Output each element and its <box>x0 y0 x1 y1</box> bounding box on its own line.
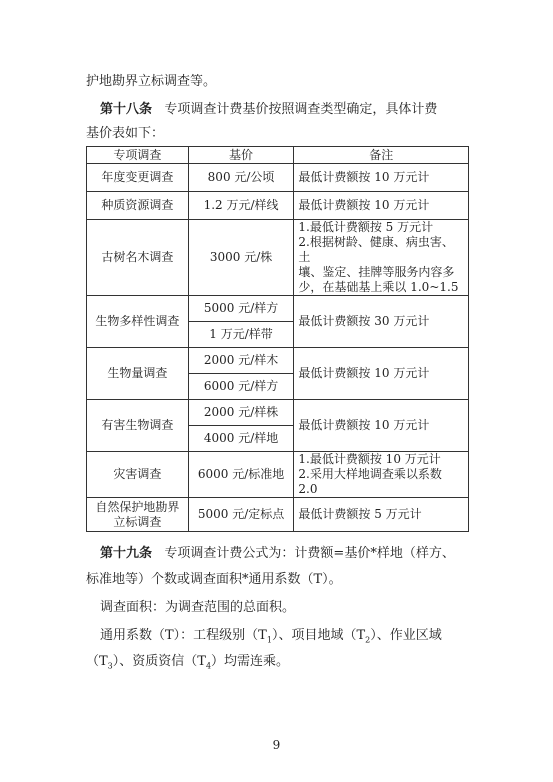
subscript: 3 <box>107 661 113 671</box>
subscript: 1 <box>266 635 272 645</box>
price-cell: 6000 元/样方 <box>188 374 294 400</box>
coef-text: ）均需连乘。 <box>211 654 290 669</box>
remark-cell: 最低计费额按 30 万元计 <box>294 296 469 348</box>
paragraph-continuation: 护地勘界立标调查等。 <box>86 74 217 89</box>
survey-type-cell: 生物多样性调查 <box>87 296 189 348</box>
survey-area-definition: 调查面积：为调查范围的总面积。 <box>100 600 296 615</box>
table-row <box>87 452 469 498</box>
page-number: 9 <box>272 738 281 752</box>
survey-type-cell <box>87 498 189 532</box>
price-cell: 3000 元/株 <box>188 220 294 296</box>
remark-line: 2.采用大样地调查乘以系数 2.0 <box>298 467 442 496</box>
table-row <box>87 192 469 220</box>
survey-type-cell: 生物量调查 <box>87 348 189 400</box>
price-cell: 5000 元/定标点 <box>188 498 294 532</box>
header-survey-type: 专项调查 <box>87 147 189 164</box>
coefficient-line-2 <box>86 652 289 677</box>
coef-text: ）、资质资信（T <box>112 654 206 669</box>
remark-cell: 最低计费额按 10 万元计 <box>294 348 469 400</box>
remark-line: 1.最低计费额按 5 万元计 <box>298 220 434 234</box>
article-19-text: 专项调查计费公式为：计费额=基价*样地（样方、 <box>164 546 455 561</box>
remark-cell: 最低计费额按 10 万元计 <box>294 164 469 192</box>
coef-text: 通用系数（T）：工程级别（T <box>100 628 267 643</box>
remark-cell <box>294 452 469 498</box>
survey-type-cell: 种质资源调查 <box>87 192 189 220</box>
remark-cell: 最低计费额按 10 万元计 <box>294 192 469 220</box>
subscript: 2 <box>365 635 371 645</box>
remark-cell <box>294 220 469 296</box>
table-row <box>87 348 469 374</box>
remark-line: 2.根据树龄、健康、病虫害、土 <box>298 235 454 264</box>
coef-text: （T <box>86 654 108 669</box>
price-cell: 6000 元/标准地 <box>188 452 294 498</box>
article-19-line-1 <box>100 544 455 564</box>
table-header-row <box>87 147 469 164</box>
article-18-line-1 <box>100 100 437 120</box>
remark-line: 少，在基础基上乘以 1.0~1.5 <box>298 280 459 294</box>
header-base-price: 基价 <box>188 147 294 164</box>
survey-type-cell: 年度变更调查 <box>87 164 189 192</box>
fee-table <box>86 146 469 532</box>
header-remarks: 备注 <box>294 147 469 164</box>
article-19-line-2: 标准地等）个数或调查面积*通用系数（T）。 <box>86 572 342 587</box>
article-18-heading: 第十八条 <box>100 102 153 117</box>
remark-cell: 最低计费额按 10 万元计 <box>294 400 469 452</box>
price-cell: 1 万元/样带 <box>188 322 294 348</box>
article-19-heading: 第十九条 <box>100 546 153 561</box>
article-18-text: 专项调查计费基价按照调查类型确定，具体计费 <box>164 102 438 117</box>
price-cell: 2000 元/样株 <box>188 400 294 426</box>
subscript: 4 <box>205 661 212 671</box>
remark-line: 壤、鉴定、挂牌等服务内容多 <box>298 265 455 279</box>
coefficient-line-1 <box>100 626 442 651</box>
remark-line: 1.最低计费额按 10 万元计 <box>298 452 441 466</box>
survey-type-cell: 古树名木调查 <box>87 220 189 296</box>
survey-type-cell: 有害生物调查 <box>87 400 189 452</box>
table-row <box>87 498 469 532</box>
price-cell: 4000 元/样地 <box>188 426 294 452</box>
table-row <box>87 164 469 192</box>
survey-type-cell: 灾害调查 <box>87 452 189 498</box>
survey-type-line: 立标调查 <box>113 514 162 529</box>
table-row <box>87 220 469 296</box>
coef-text: ）、项目地域（T <box>271 628 366 643</box>
survey-type-line: 自然保护地勘界 <box>95 499 180 514</box>
price-cell: 2000 元/样木 <box>188 348 294 374</box>
table-row <box>87 296 469 322</box>
coef-text: ）、作业区域 <box>370 628 442 643</box>
article-18-line-2: 基价表如下： <box>86 126 165 141</box>
table-row <box>87 400 469 426</box>
price-cell: 1.2 万元/样线 <box>188 192 294 220</box>
price-cell: 5000 元/样方 <box>188 296 294 322</box>
remark-cell: 最低计费额按 5 万元计 <box>294 498 469 532</box>
price-cell: 800 元/公顷 <box>188 164 294 192</box>
